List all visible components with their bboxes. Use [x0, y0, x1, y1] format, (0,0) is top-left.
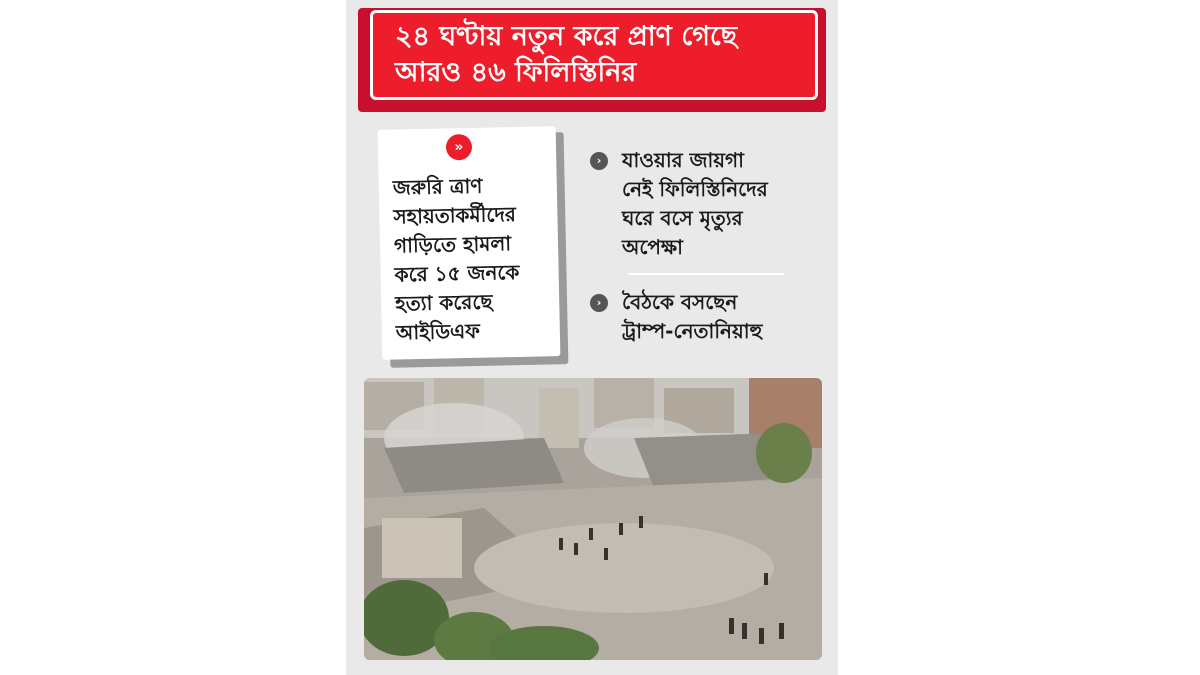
bullet-line: বৈঠকে বসছেন: [622, 290, 738, 314]
note-line: জরুরি ত্রাণ: [392, 173, 483, 200]
bullet-item-1: [590, 146, 800, 262]
bullet-line: যাওয়ার জায়গা: [622, 148, 744, 172]
bullet-text: [622, 146, 800, 262]
bullet-line: ট্রাম্প-নেতানিয়াহু: [622, 319, 763, 343]
note-line: করে ১৫ জনকে: [394, 259, 520, 287]
chevron-right-icon: ›: [590, 294, 608, 312]
note-line: সহায়তাকর্মীদের: [393, 202, 517, 229]
bullet-line: ঘরে বসে মৃত্যুর: [622, 206, 743, 230]
bullet-line: নেই ফিলিস্তিনিদের: [622, 177, 768, 201]
note-line: আইডিএফ: [395, 318, 481, 345]
note-line: গাড়িতে হামলা: [393, 231, 512, 258]
headline-line-2: আরও ৪৬ ফিলিস্তিনির: [395, 57, 637, 88]
divider: [628, 273, 784, 275]
chevron-right-icon: ›: [590, 152, 608, 170]
headline-box: [370, 10, 818, 100]
double-chevron-down-icon: »: [446, 134, 473, 161]
bullet-text: [622, 288, 800, 346]
bullet-item-2: [590, 288, 800, 346]
highlight-note: [378, 126, 561, 360]
rubble-photo-illustration: [364, 378, 822, 660]
headline-line-1: ২৪ ঘণ্টায় নতুন করে প্রাণ গেছে: [395, 21, 738, 52]
rubble-photo: [364, 378, 822, 660]
bullet-line: অপেক্ষা: [622, 235, 683, 259]
note-line: হত্যা করেছে: [395, 289, 493, 316]
note-text: [393, 170, 553, 347]
